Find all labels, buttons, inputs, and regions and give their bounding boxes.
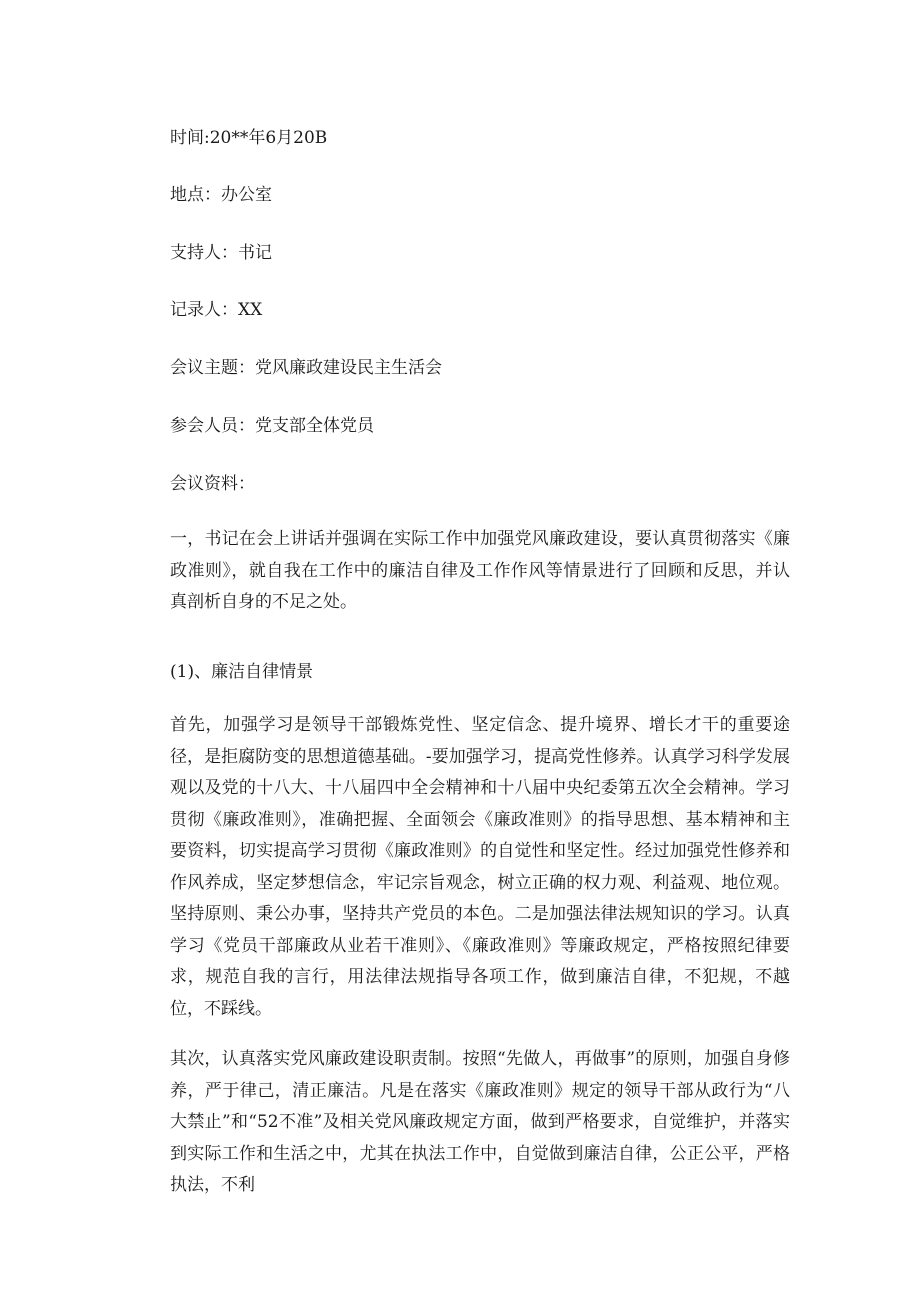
meeting-theme: 会议主题：党风廉政建设民主生活会 xyxy=(170,358,442,378)
meeting-host: 支持人：书记 xyxy=(170,243,272,263)
paragraph-1 xyxy=(170,710,790,1025)
intro-text: 一，书记在会上讲话并强调在实际工作中加强党风廉政建设，要认真贯彻落实《廉政准则》，就自我在工作中的廉洁自律及工作作风等情景进行了回顾和反思，并认真剖析自身的不足之处。 xyxy=(170,529,790,612)
section-heading-1: (1)、廉洁自律情景 xyxy=(170,662,314,682)
meeting-attendees: 参会人员：党支部全体党员 xyxy=(170,416,374,436)
meeting-location: 地点：办公室 xyxy=(170,185,272,205)
meeting-recorder: 记录人：XX xyxy=(170,300,263,320)
intro-paragraph xyxy=(170,524,790,619)
meeting-materials-label: 会议资料： xyxy=(170,474,255,494)
paragraph-2 xyxy=(170,1044,790,1202)
paragraph-2-text: 其次，认真落实党风廉政建设职责制。按照“先做人，再做事”的原则，加强自身修养，严于律己，清正廉洁。凡是在落实《廉政准则》规定的领导干部从政行为“八大禁止”和“52不准”及相关党风廉政规定方面，做到严格要求，自觉维护，并落实到实际工作和生活之中，尤其在执法工作中，自觉做到廉洁自律，公正公平，严格执法，不利 xyxy=(170,1049,790,1195)
meeting-time: 时间:20**年6月20B xyxy=(170,128,328,148)
paragraph-1-text: 首先，加强学习是领导干部锻炼党性、坚定信念、提升境界、增长才干的重要途径，是拒腐防变的思想道德基础。-要加强学习，提高党性修养。认真学习科学发展观以及党的十八大、十八届四中全会精神和十八届中央纪委第五次全会精神。学习贯彻《廉政准则》，准确把握、全面领会《廉政准则》的指导思想、基本精神和主要资料，切实提高学习贯彻《廉政准则》的自觉性和坚定性。经过加强党性修养和作风养成，坚定梦想信念，牢记宗旨观念，树立正确的权力观、利益观、地位观。坚持原则、秉公办事，坚持共产党员的本色。二是加强法律法规知识的学习。认真学习《党员干部廉政从业若干准则》、《廉政准则》等廉政规定，严格按照纪律要求，规范自我的言行，用法律法规指导各项工作，做到廉洁自律，不犯规，不越位，不踩线。 xyxy=(170,715,790,1019)
